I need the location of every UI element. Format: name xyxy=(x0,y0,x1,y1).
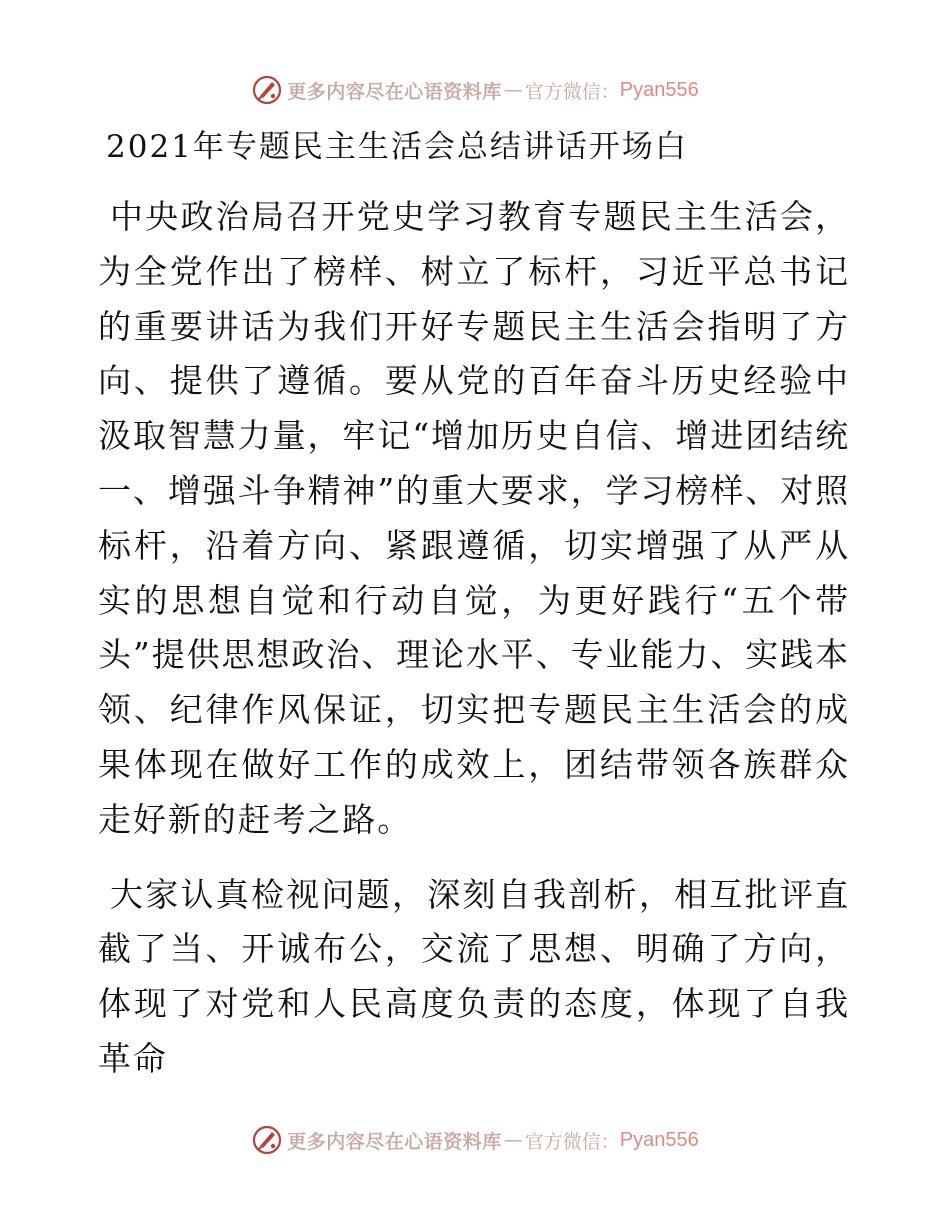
document-body xyxy=(98,190,850,1107)
watermark-main-text: 更多内容尽在心语资料库 xyxy=(287,1130,502,1153)
quill-seal-icon xyxy=(251,1124,283,1156)
watermark-wechat-id: Pyan556 xyxy=(619,78,699,101)
paragraph-2: 大家认真检视问题，深刻自我剖析，相互批评直截了当、开诚布公，交流了思想、明确了方向，体现了对党和人民高度负责的态度，体现了自我革命 xyxy=(98,874,850,1078)
watermark-wechat-id: Pyan556 xyxy=(619,1128,699,1151)
watermark-separator: — xyxy=(503,79,523,101)
paragraph-1: 中央政治局召开党史学习教育专题民主生活会，为全党作出了榜样、树立了标杆，习近平总书记的重要讲话为我们开好专题民主生活会指明了方向、提供了遵循。要从党的百年奋斗历史经验中汲取智慧力量，牢记“增加历史自信、增进团结统一、增强斗争精神”的重大要求，学习榜样、对照标杆，沿着方向、紧跟遵循，切实增强了从严从实的思想自觉和行动自觉，为更好践行“五个带头”提供思想政治、理论水平、专业能力、实践本领、纪律作风保证，切实把专题民主生活会的成果体现在做好工作的成效上，团结带领各族群众走好新的赶考之路。 xyxy=(98,197,850,839)
quill-seal-icon xyxy=(251,74,283,106)
header-watermark xyxy=(0,70,950,110)
document-title: 2021年专题民主生活会总结讲话开场白 xyxy=(106,129,688,165)
watermark-label: 官方微信： xyxy=(524,1130,620,1153)
watermark-main-text: 更多内容尽在心语资料库 xyxy=(287,80,502,103)
watermark-separator: — xyxy=(503,1129,523,1151)
watermark-label: 官方微信： xyxy=(524,80,620,103)
footer-watermark xyxy=(0,1120,950,1160)
